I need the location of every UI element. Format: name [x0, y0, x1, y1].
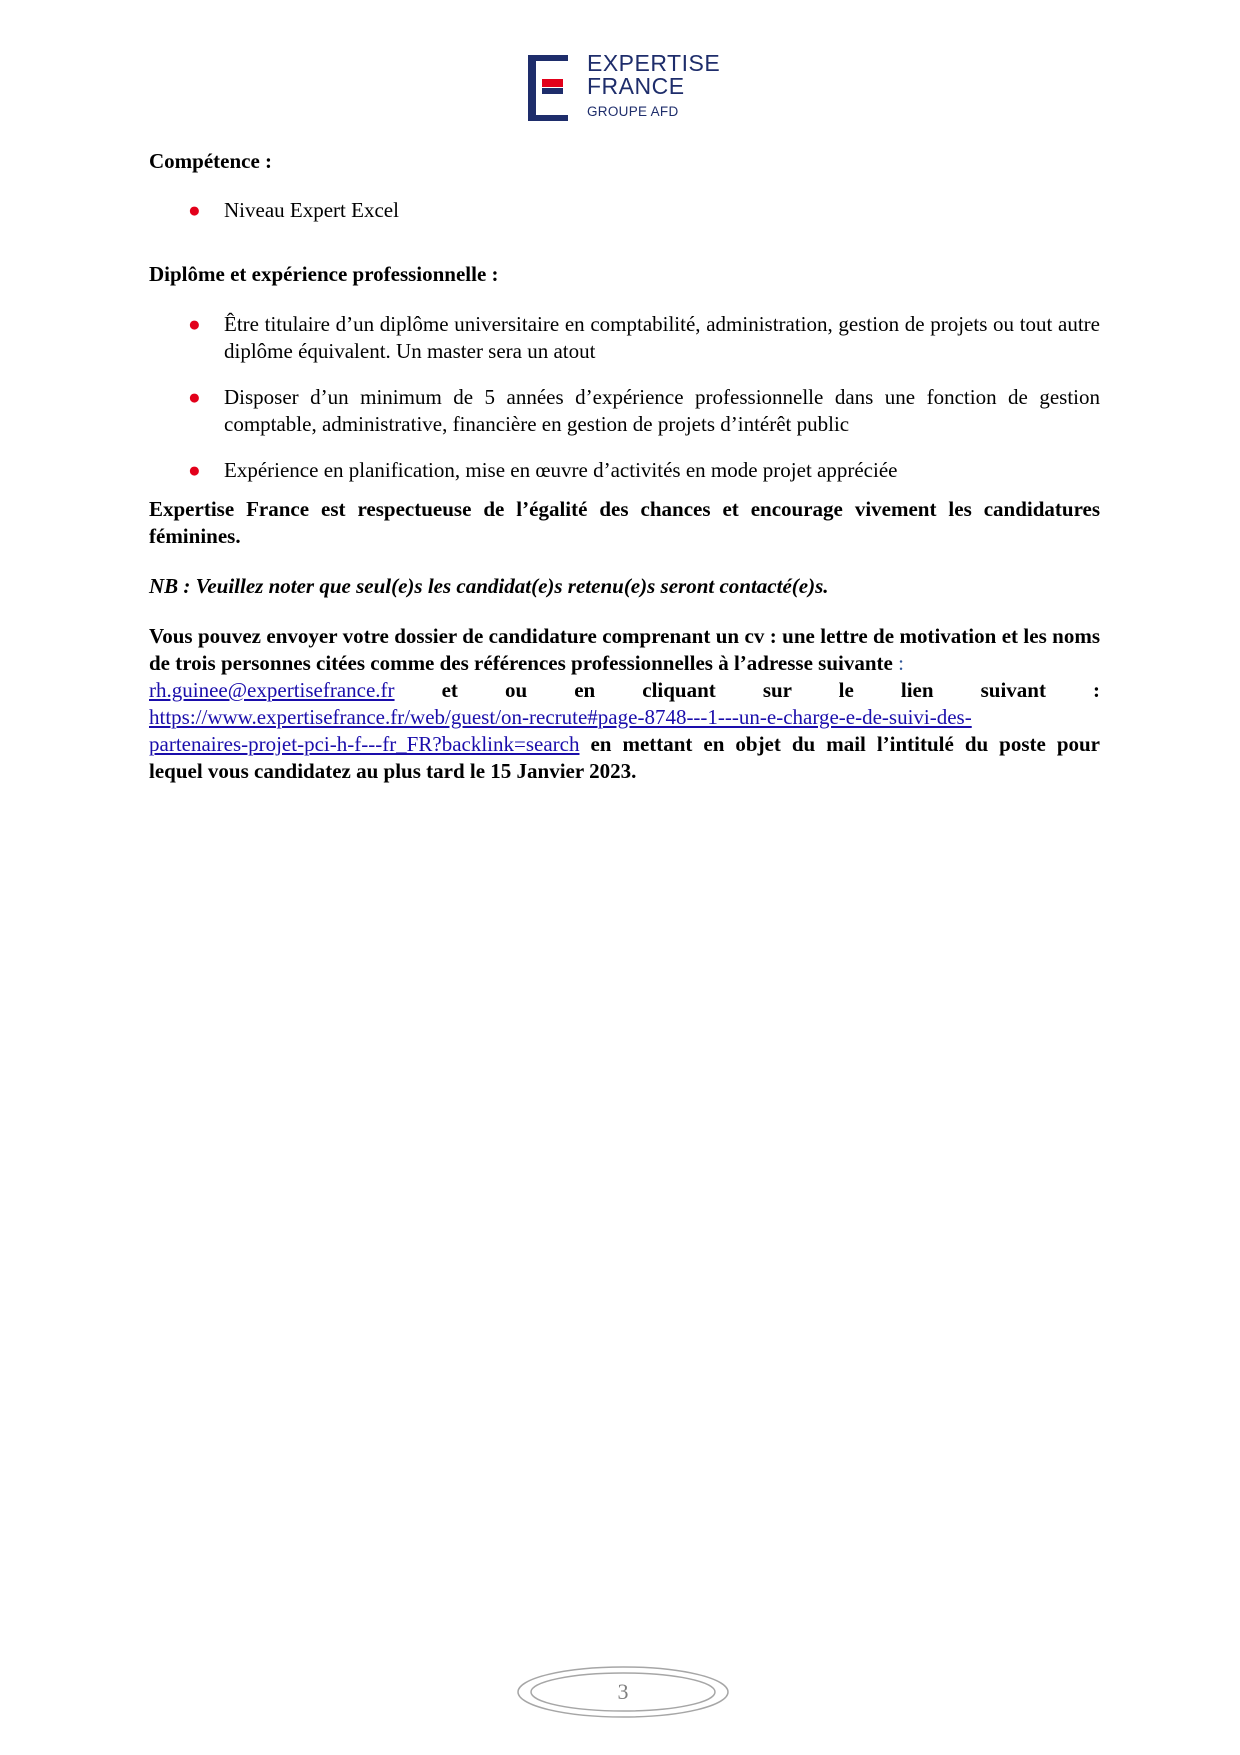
- list-item-text: Être titulaire d’un diplôme universitaire en comptabilité, administration, gestion de projets ou tout autre diplôme équivalent. Un master sera un atout: [224, 312, 1100, 363]
- logo-expertise: EXPERTISE: [587, 50, 721, 76]
- diplome-heading: Diplôme et expérience professionnelle :: [149, 262, 499, 286]
- list-item-text: Expérience en planification, mise en œuvre d’activités en mode projet appréciée: [224, 458, 898, 482]
- bullet-icon: ●: [188, 458, 201, 482]
- logo-groupe-afd: GROUPE AFD: [587, 104, 679, 119]
- url-link-line2[interactable]: partenaires-projet-pci-h-f---fr_FR?backlink=search: [149, 732, 580, 756]
- logo-france: FRANCE: [587, 73, 685, 99]
- expertise-france-logo-mark: [528, 55, 568, 121]
- list-item-text: Niveau Expert Excel: [224, 198, 399, 222]
- url-link-line1[interactable]: https://www.expertisefrance.fr/web/guest/on-recrute#page-8748---1---un-e-charge-e-de-suivi-des-: [149, 705, 972, 729]
- bullet-icon: ●: [188, 198, 201, 222]
- email-line: [149, 677, 1100, 704]
- list-item-text: Disposer d’un minimum de 5 années d’expérience professionnelle dans une fonction de gestion comptable, administrative, financière en gestion de projets d’intérêt public: [224, 385, 1100, 436]
- competence-list: [149, 197, 1100, 224]
- list-item: [149, 311, 1100, 365]
- application-middle: et ou en cliquant sur le lien suivant :: [441, 678, 1101, 702]
- bullet-icon: ●: [188, 385, 201, 409]
- equality-statement: Expertise France est respectueuse de l’égalité des chances et encourage vivement les candidatures féminines.: [149, 497, 1100, 548]
- list-item: [149, 197, 1100, 224]
- application-instructions: [149, 623, 1100, 785]
- nb-note: NB : Veuillez noter que seul(e)s les candidat(e)s retenu(e)s seront contacté(e)s.: [149, 574, 829, 598]
- application-colon: :: [898, 651, 904, 675]
- list-item: [149, 457, 1100, 484]
- expertise-france-logo: [528, 52, 728, 124]
- bullet-icon: ●: [188, 312, 201, 336]
- page-number: 3: [617, 1679, 629, 1704]
- page-number-badge: [516, 1665, 730, 1719]
- application-intro: Vous pouvez envoyer votre dossier de candidature comprenant un cv : une lettre de motivation et les noms de trois personnes citées comme des références professionnelles à l’adresse suivante: [149, 624, 1100, 675]
- list-item: [149, 384, 1100, 438]
- diplome-list: [149, 311, 1100, 484]
- competence-heading: Compétence :: [149, 149, 273, 173]
- email-link[interactable]: rh.guinee@expertisefrance.fr: [149, 678, 395, 702]
- logo-text: [587, 52, 720, 120]
- document-body: [149, 148, 1100, 785]
- application-closing: en mettant en objet du mail l’intitulé du poste pour lequel vous candidatez au plus tard le 15 Janvier 2023.: [149, 732, 1100, 783]
